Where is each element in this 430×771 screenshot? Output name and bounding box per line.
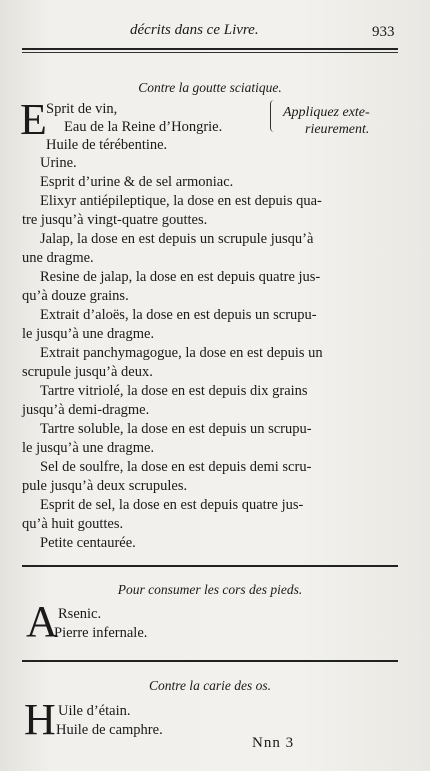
remedy-line: Tartre vitriolé, la dose en est depuis dix grains [40,383,308,399]
remedy-line: Pierre infernale. [54,625,148,641]
remedy-line: Extrait panchymagogue, la dose en est depuis un [40,345,323,361]
remedy-line: jusqu’à demi-dragme. [22,402,150,418]
running-title: décrits dans ce Livre. [130,22,259,38]
dropcap-h: H [24,695,56,744]
remedy-line: Rsenic. [58,606,102,622]
section-rule [22,565,398,567]
remedy-line: le jusqu’à une dragme. [22,326,155,342]
remedy-line: Tartre soluble, la dose en est depuis un scrupu- [40,421,312,437]
section-title-carie: Contre la carie des os. [148,678,272,693]
remedy-line: Resine de jalap, la dose en est depuis quatre jus- [40,269,321,285]
remedy-line: le jusqu’à une dragme. [22,440,155,456]
remedy-line: Eau de la Reine d’Hongrie. [64,119,223,135]
remedy-line: pule jusqu’à deux scrupules. [22,478,188,494]
section-title-sciatique: Contre la goutte sciatique. [138,80,282,95]
dropcap-e: E [20,95,47,144]
remedy-line: Huile de térébentine. [46,137,168,153]
margin-note-line-2: rieurement. [305,122,370,137]
section-rule [22,660,398,662]
remedy-line: Esprit d’urine & de sel armoniac. [40,174,234,190]
header-rule [22,48,398,50]
remedy-line: scrupule jusqu’à deux. [22,364,153,380]
remedy-line: Extrait d’aloës, la dose en est depuis un scrupu- [40,307,317,323]
remedy-line: qu’à douze grains. [22,288,129,304]
remedy-line: Sel de soulfre, la dose en est depuis demi scru- [40,459,312,475]
page-number: 933 [372,24,395,40]
dropcap-a: A [26,597,58,646]
remedy-line: qu’à huit gouttes. [22,516,124,532]
brace [270,100,279,132]
remedy-line: Esprit de sel, la dose en est depuis quatre jus- [40,497,304,513]
signature-mark: Nnn 3 [252,735,295,751]
remedy-line: Jalap, la dose en est depuis un scrupule jusqu’à [40,231,314,247]
remedy-line: Huile de camphre. [56,722,163,738]
header-rule-thin [22,52,398,53]
remedy-line: Sprit de vin, [46,101,118,117]
remedy-line: une dragme. [22,250,94,266]
margin-note-line-1: Appliquez exte- [283,105,370,120]
remedy-line: Petite centaurée. [40,535,136,551]
remedy-line: tre jusqu’à vingt-quatre gouttes. [22,212,208,228]
section-title-cors: Pour consumer les cors des pieds. [117,582,303,597]
margin-note [283,104,403,138]
remedy-line: Uile d’étain. [58,703,131,719]
remedy-line: Urine. [40,155,77,171]
remedy-line: Elixyr antiépileptique, la dose en est depuis qua- [40,193,322,209]
